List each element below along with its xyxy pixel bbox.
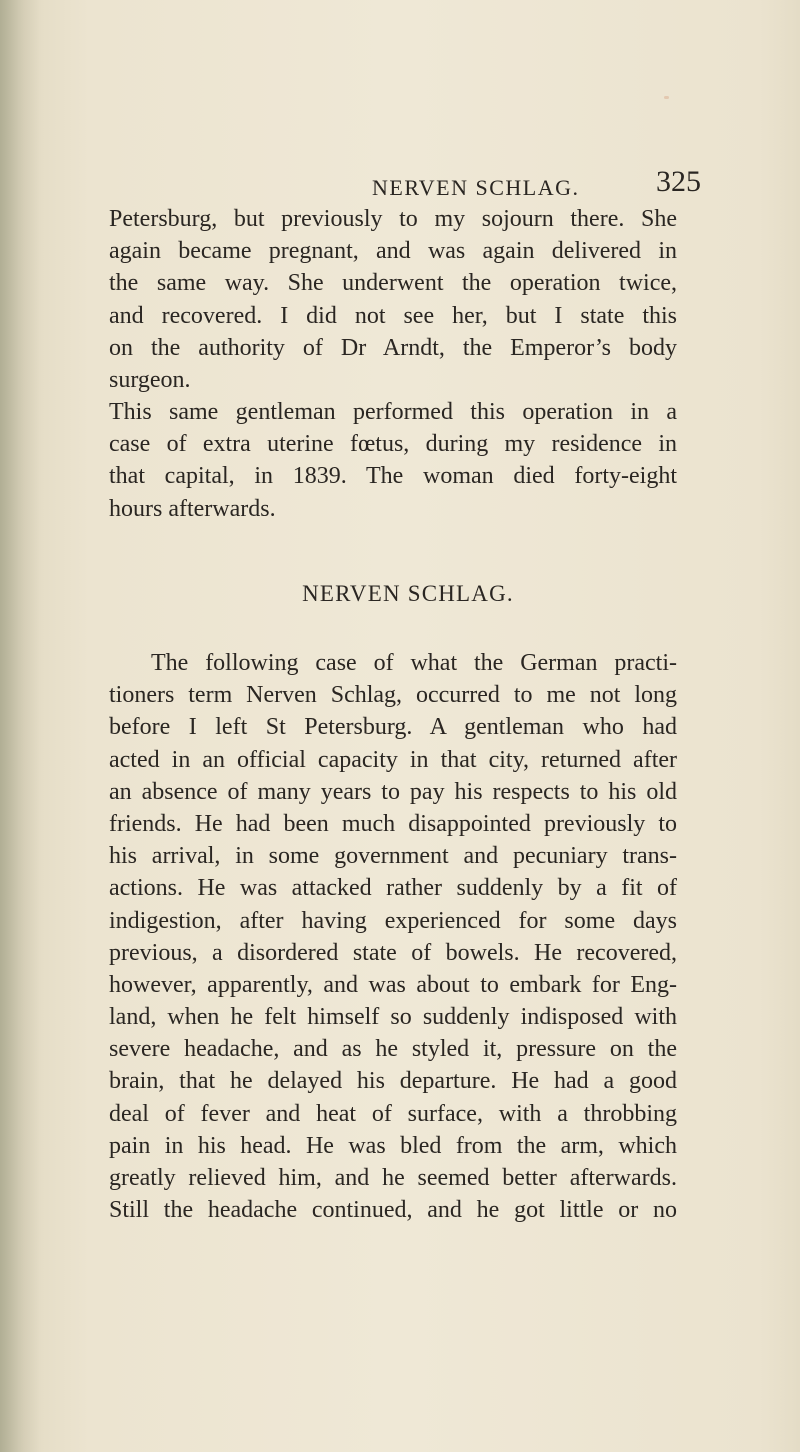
text-line: case of extra uterine fœtus, during my residence in xyxy=(109,431,677,458)
text-line: on the authority of Dr Arndt, the Emperor’s body xyxy=(109,334,677,361)
text-line: again became pregnant, and was again delivered in xyxy=(109,238,677,265)
text-line: the same way. She underwent the operation twice, xyxy=(109,270,677,297)
text-line: and recovered. I did not see her, but I state this xyxy=(109,302,677,329)
text-line: his arrival, in some government and pecuniary trans- xyxy=(109,843,677,870)
text-line: surgeon. xyxy=(109,366,191,393)
text-line: before I left St Petersburg. A gentleman who had xyxy=(109,714,677,741)
paragraph-2 xyxy=(109,396,677,525)
paragraph-3 xyxy=(109,647,677,1226)
text-line: acted in an official capacity in that city, returned after xyxy=(109,746,677,773)
text-line: hours afterwards. xyxy=(109,495,276,522)
text-line: indigestion, after having experienced for some days xyxy=(109,907,677,934)
running-head: NERVEN SCHLAG. xyxy=(372,175,580,200)
text-line: friends. He had been much disappointed previously to xyxy=(109,810,677,837)
text-line: deal of fever and heat of surface, with a throbbing xyxy=(109,1100,677,1127)
section-heading-text: NERVEN SCHLAG. xyxy=(302,581,514,606)
text-line: pain in his head. He was bled from the arm, which xyxy=(109,1132,677,1159)
text-line: This same gentleman performed this operation in a xyxy=(109,399,677,425)
text-line: actions. He was attacked rather suddenly by a fit of xyxy=(109,875,677,902)
text-line: brain, that he delayed his departure. He had a good xyxy=(109,1068,677,1095)
text-line: tioners term Nerven Schlag, occurred to me not long xyxy=(109,682,677,709)
section-heading xyxy=(0,581,800,607)
paragraph-1 xyxy=(109,203,677,396)
text-line: greatly relieved him, and he seemed better afterwards. xyxy=(109,1165,677,1191)
text-line: severe headache, and as he styled it, pressure on the xyxy=(109,1036,677,1063)
text-line: an absence of many years to pay his respects to his old xyxy=(109,778,677,805)
text-line: Still the headache continued, and he got little or no xyxy=(109,1197,677,1224)
text-line: The following case of what the German practi- xyxy=(151,650,677,676)
text-line: previous, a disordered state of bowels. He recovered, xyxy=(109,939,677,966)
text-line: however, apparently, and was about to embark for Eng- xyxy=(109,971,677,998)
text-line: that capital, in 1839. The woman died forty-eight xyxy=(109,463,677,490)
page-number: 325 xyxy=(656,165,701,198)
text-line: land, when he felt himself so suddenly indisposed with xyxy=(109,1004,677,1031)
binding-gutter-shadow xyxy=(0,0,40,1452)
text-line: Petersburg, but previously to my sojourn there. She xyxy=(109,206,677,232)
paper-blemish xyxy=(664,96,669,99)
